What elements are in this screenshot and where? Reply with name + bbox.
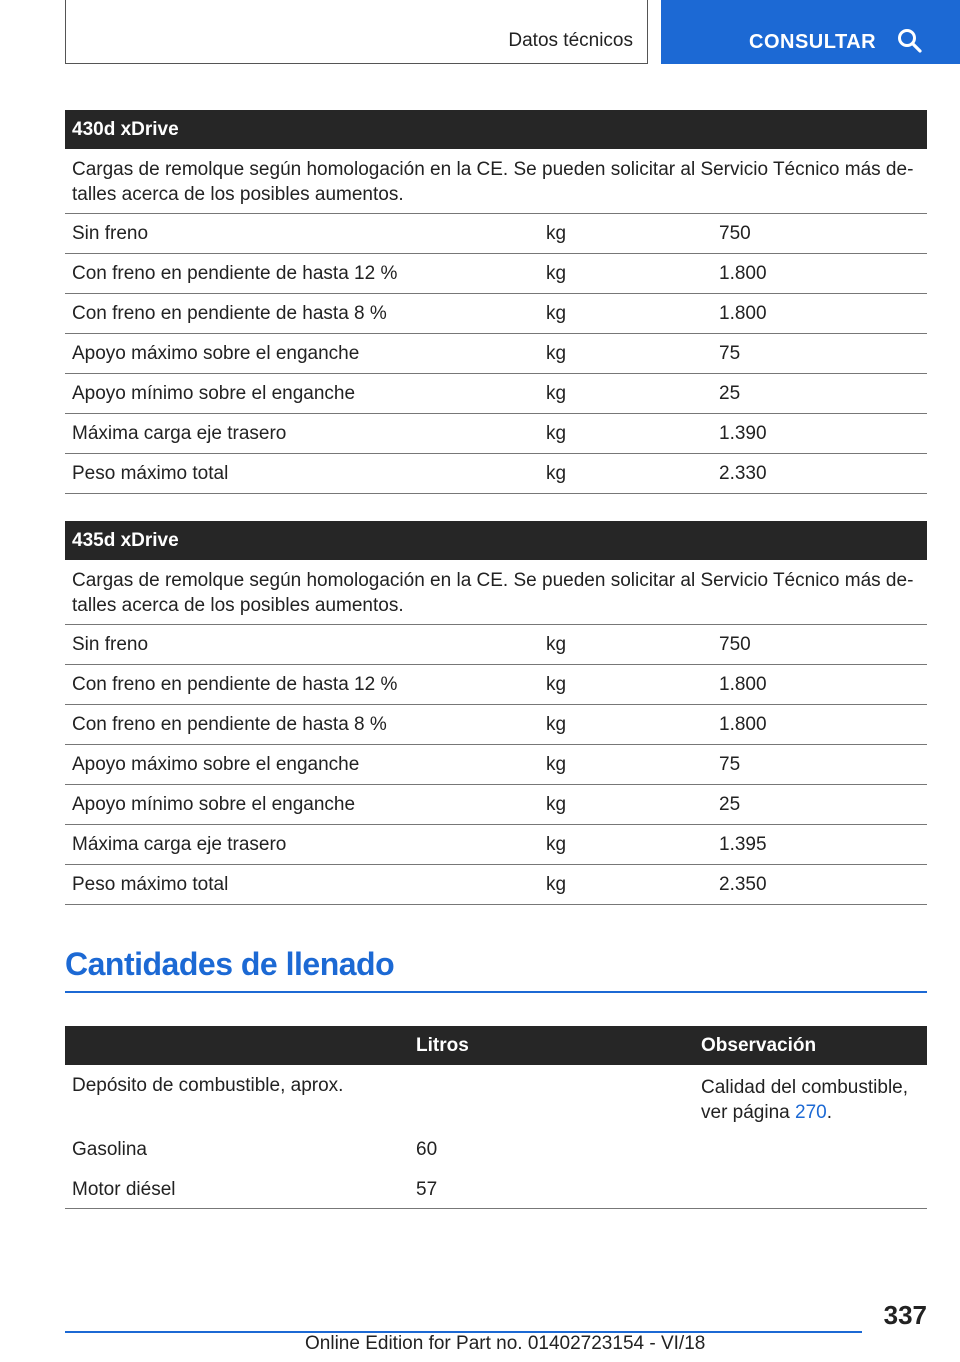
row-label: Sin freno [72,222,149,244]
row-value: 750 [719,222,751,244]
table-row [65,705,927,745]
section-divider [65,991,927,993]
table-row [65,454,927,494]
row-unit: kg [546,793,567,815]
row-value: 75 [719,753,741,775]
section-title: Cantidades de llenado [65,946,395,982]
col-header-note: Observación [701,1035,817,1056]
header-title: Datos técnicos [508,30,633,51]
header-title-box [65,0,648,64]
row-value: 25 [719,382,741,404]
row-unit: kg [546,422,567,444]
fill-table-header [65,1026,927,1065]
row-unit: kg [546,382,567,404]
gasoline-value: 60 [416,1139,438,1160]
fuel-note-suffix: . [826,1102,832,1123]
row-unit: kg [546,462,567,484]
table-row [65,665,927,705]
row-unit: kg [546,342,567,364]
consult-button[interactable] [661,0,960,64]
diesel-value: 57 [416,1179,438,1200]
table-row [65,214,927,254]
table-note: Cargas de remolque según homologación en la CE. Se pueden solicitar al Servicio Técnico más de-talles acerca de los posibles aumentos. [65,560,927,625]
fill-table [65,1026,927,1209]
row-unit: kg [546,262,567,284]
table-row [65,825,927,865]
row-label: Con freno en pendiente de hasta 12 % [72,262,398,284]
row-unit: kg [546,222,567,244]
table-row [65,625,927,665]
table-row [65,785,927,825]
row-unit: kg [546,873,567,895]
row-value: 1.395 [719,833,767,855]
row-value: 2.350 [719,873,767,895]
row-unit: kg [546,713,567,735]
tank-label: Depósito de combustible, aprox. [72,1075,344,1096]
row-unit: kg [546,753,567,775]
row-value: 1.800 [719,302,767,324]
row-value: 25 [719,793,741,815]
footer-edition: Online Edition for Part no. 01402723154 - VI/18 [305,1333,706,1354]
table-rows [65,214,927,494]
row-value: 75 [719,342,741,364]
row-label: Peso máximo total [72,462,229,484]
row-label: Con freno en pendiente de hasta 8 % [72,302,387,324]
fuel-note-line1: Calidad del combustible, [701,1077,909,1098]
row-label: Sin freno [72,633,149,655]
table-row [65,1065,927,1129]
table-row [65,865,927,905]
consult-button-label: CONSULTAR [749,31,877,53]
towing-table-435d [65,521,927,905]
table-row [65,414,927,454]
table-row [65,1129,927,1169]
row-unit: kg [546,633,567,655]
row-value: 1.800 [719,673,767,695]
row-label: Apoyo máximo sobre el enganche [72,342,360,364]
row-value: 1.800 [719,713,767,735]
row-label: Apoyo máximo sobre el enganche [72,753,360,775]
table-row [65,294,927,334]
page-number: 337 [883,1300,927,1330]
table-row [65,334,927,374]
row-unit: kg [546,833,567,855]
row-value: 2.330 [719,462,767,484]
search-icon [897,28,923,54]
row-value: 1.800 [719,262,767,284]
row-label: Máxima carga eje trasero [72,833,287,855]
row-label: Apoyo mínimo sobre el enganche [72,382,356,404]
row-label: Peso máximo total [72,873,229,895]
towing-table-430d [65,110,927,494]
fuel-note [701,1075,908,1125]
row-value: 1.390 [719,422,767,444]
table-row [65,374,927,414]
diesel-label: Motor diésel [72,1179,176,1200]
table-note: Cargas de remolque según homologación en la CE. Se pueden solicitar al Servicio Técnico más de-talles acerca de los posibles aumentos. [65,149,927,214]
row-value: 750 [719,633,751,655]
table-row [65,1169,927,1209]
gasoline-label: Gasolina [72,1139,147,1160]
table-title: 430d xDrive [65,110,927,149]
fuel-note-prefix: ver página [701,1102,796,1123]
row-label: Máxima carga eje trasero [72,422,287,444]
row-label: Apoyo mínimo sobre el enganche [72,793,356,815]
table-rows [65,625,927,905]
table-row [65,745,927,785]
row-label: Con freno en pendiente de hasta 8 % [72,713,387,735]
col-header-liters: Litros [416,1035,469,1056]
table-title: 435d xDrive [65,521,927,560]
row-unit: kg [546,302,567,324]
row-label: Con freno en pendiente de hasta 12 % [72,673,398,695]
page-link[interactable]: 270 [795,1102,827,1123]
row-unit: kg [546,673,567,695]
table-row [65,254,927,294]
